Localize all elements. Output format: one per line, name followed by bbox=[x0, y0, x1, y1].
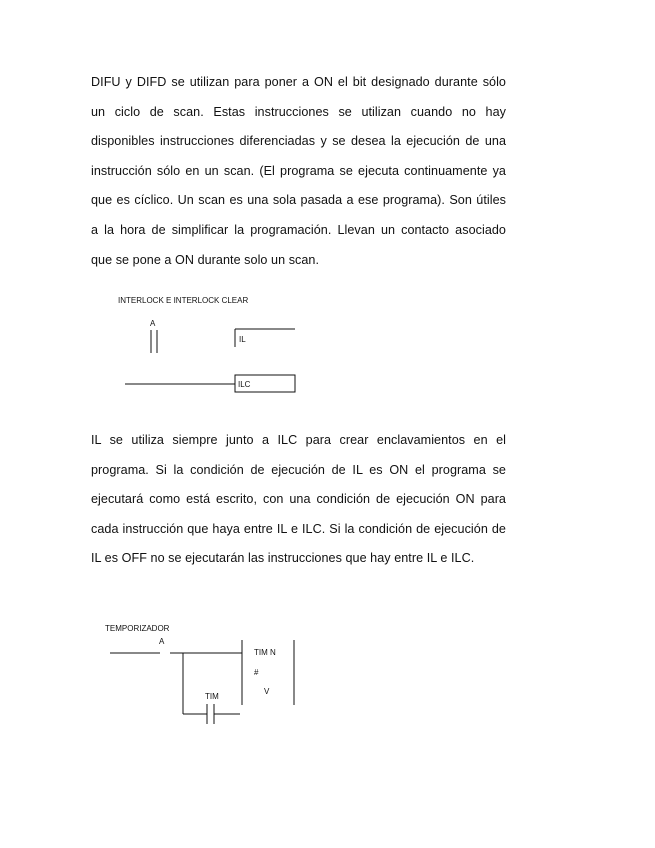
timer-diagram bbox=[105, 624, 294, 724]
text-line: un ciclo de scan. Estas instrucciones se utilizan cuando no hay bbox=[91, 104, 506, 119]
text-line: ejecutará como está escrito, con una condición de ejecución ON para bbox=[91, 492, 506, 507]
text-line: IL es OFF no se ejecutarán las instrucciones que hay entre IL e ILC. bbox=[91, 551, 475, 566]
text-line: IL se utiliza siempre junto a ILC para crear enclavamientos en el bbox=[91, 433, 506, 447]
tim-contact-label: TIM bbox=[205, 692, 219, 701]
paragraph-il-ilc bbox=[91, 426, 506, 574]
timer-contact-a-label: A bbox=[159, 637, 165, 646]
text-line: a la hora de simplificar la programación. Llevan un contacto asociado bbox=[91, 222, 506, 237]
text-line: que es cíclico. Un scan es una sola pasada a ese programa). Son útiles bbox=[91, 193, 506, 208]
interlock-diagram-title: INTERLOCK E INTERLOCK CLEAR bbox=[118, 296, 249, 305]
il-box-label: IL bbox=[239, 335, 246, 344]
timer-box-line3: V bbox=[264, 687, 270, 696]
contact-a-label: A bbox=[150, 319, 156, 328]
text-line: DIFU y DIFD se utilizan para poner a ON el bit designado durante sólo bbox=[91, 75, 506, 89]
text-line: instrucción sólo en un scan. (El programa se ejecuta continuamente ya bbox=[91, 163, 506, 178]
timer-diagram-title: TEMPORIZADOR bbox=[105, 624, 170, 633]
text-line: cada instrucción que haya entre IL e ILC. Si la condición de ejecución de bbox=[91, 521, 506, 536]
timer-box-line1: TIM N bbox=[254, 648, 276, 657]
interlock-diagram bbox=[118, 296, 295, 392]
ilc-box-label: ILC bbox=[238, 380, 251, 389]
text-line: disponibles instrucciones diferenciadas y se desea la ejecución de una bbox=[91, 134, 506, 149]
text-line: programa. Si la condición de ejecución de IL es ON el programa se bbox=[91, 462, 506, 477]
text-line: que se pone a ON durante solo un scan. bbox=[91, 252, 320, 267]
timer-box-line2: # bbox=[254, 668, 259, 677]
